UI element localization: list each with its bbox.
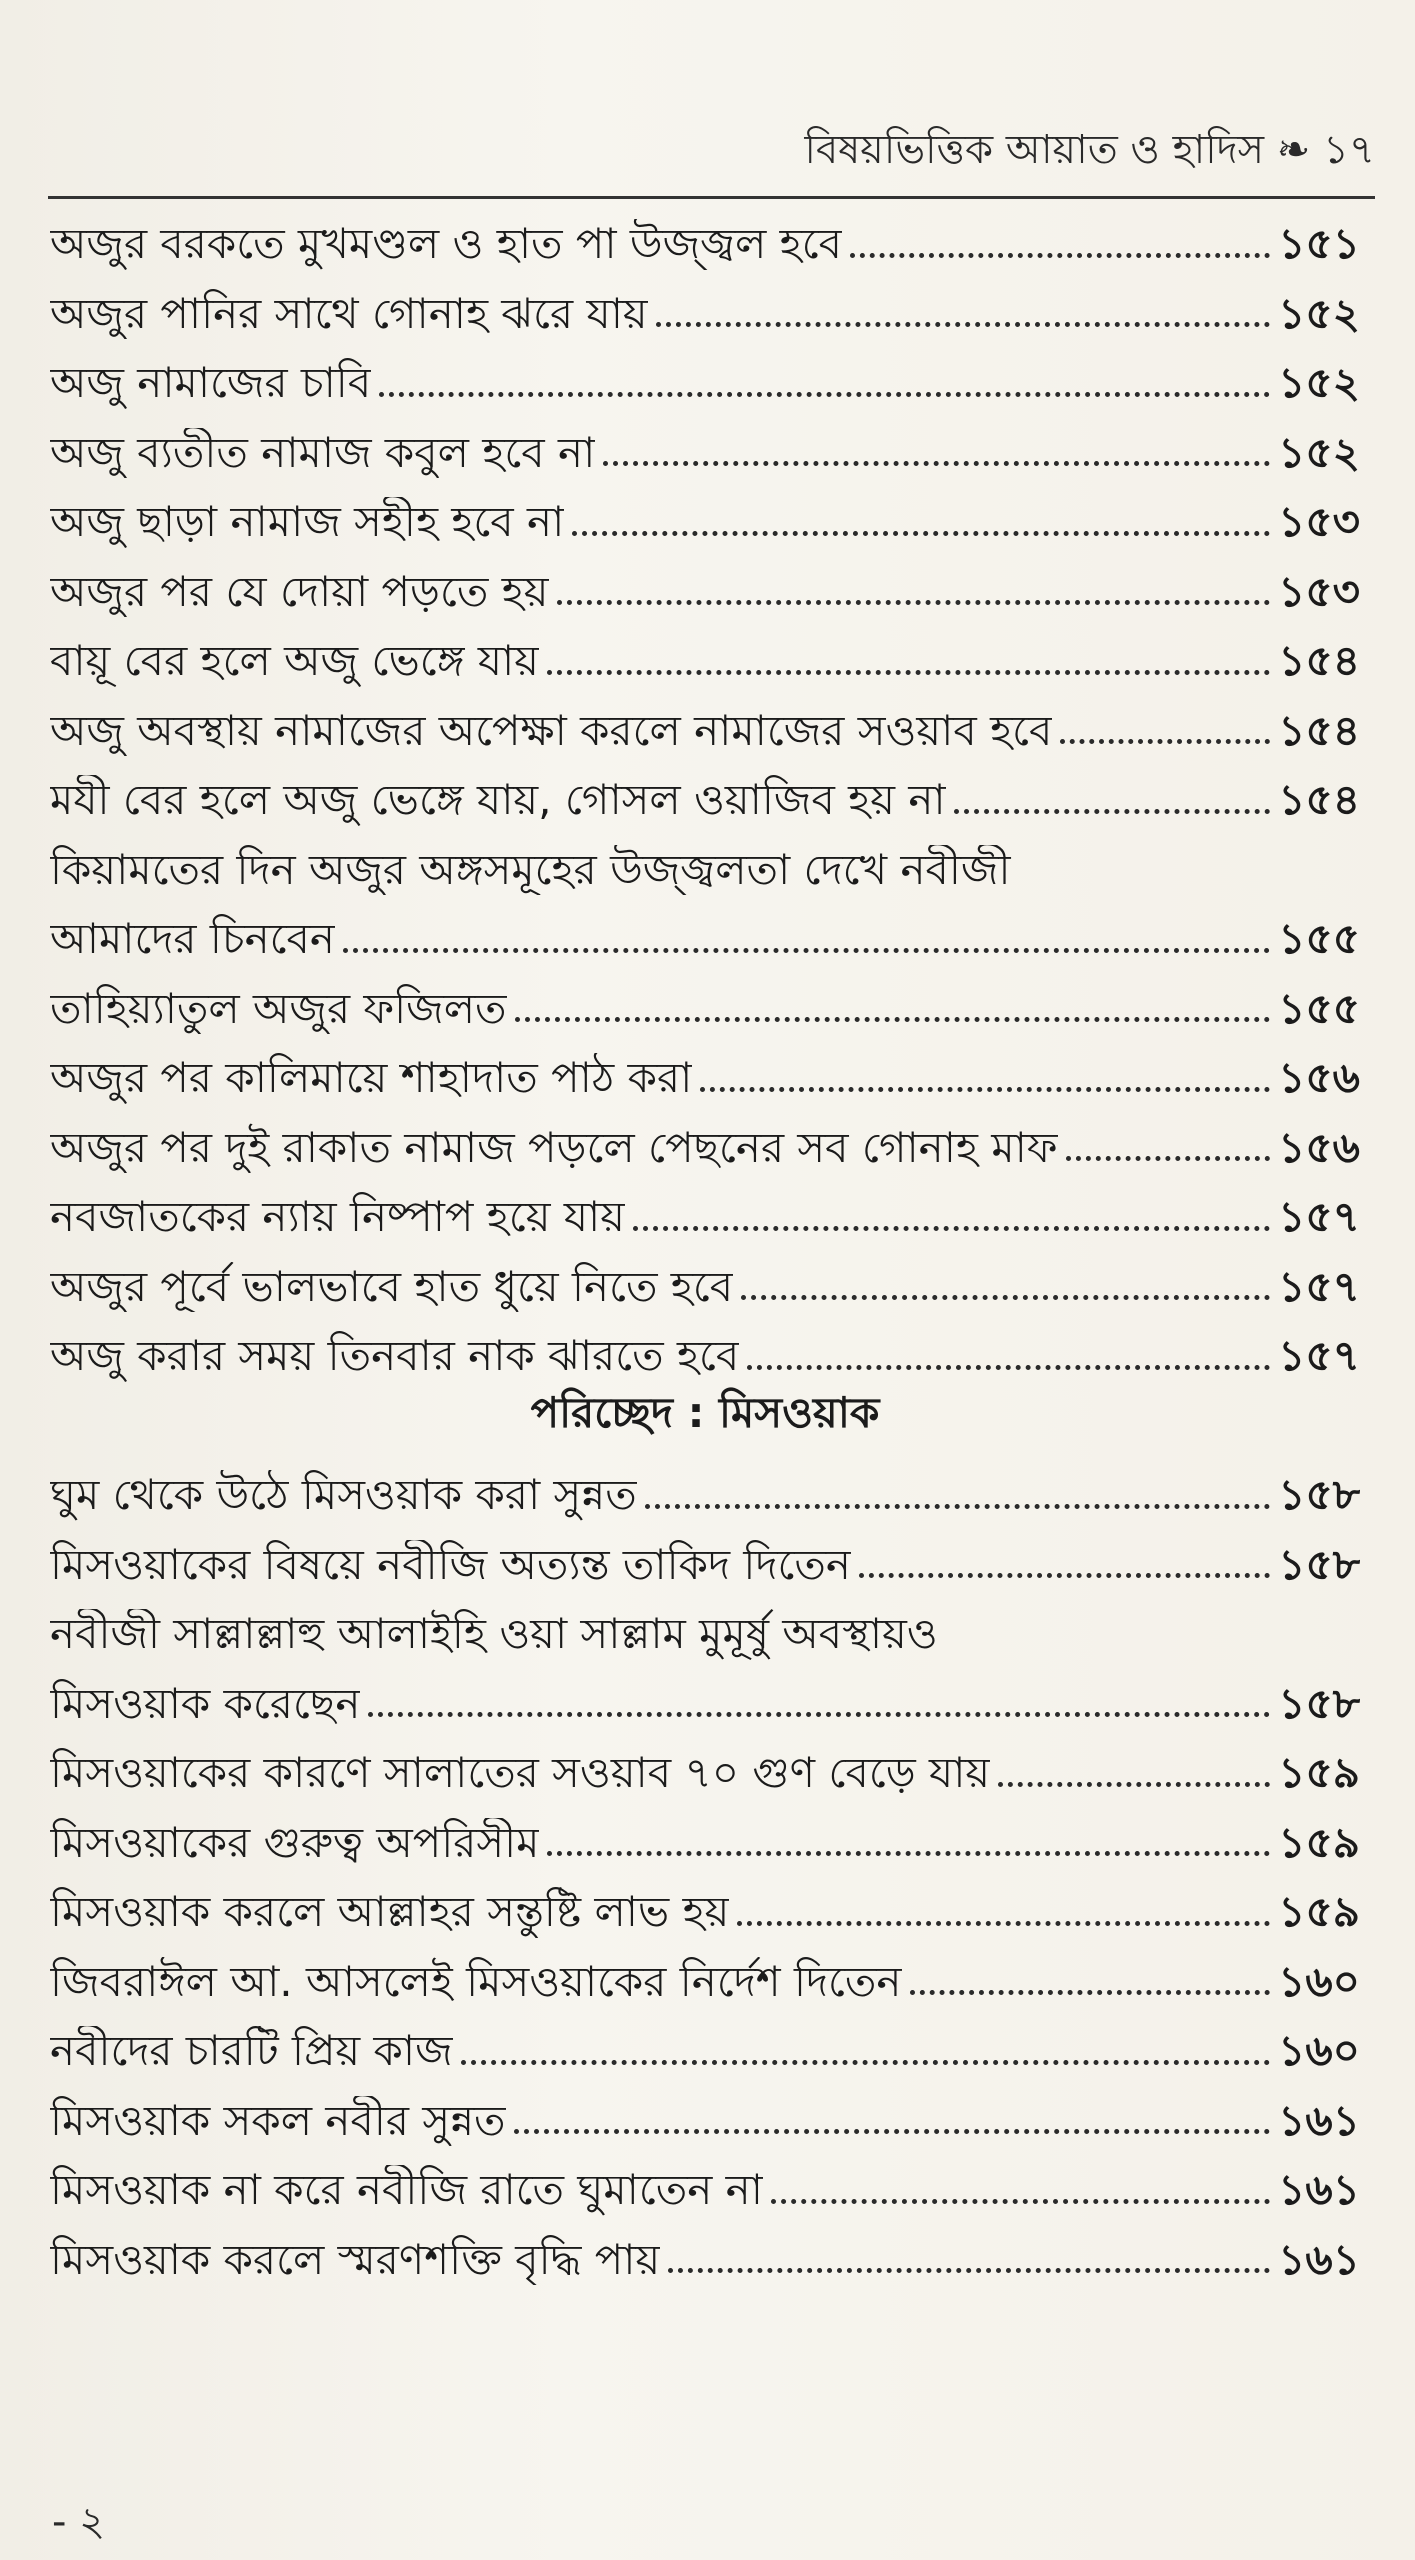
toc-entry-title: ঘুম থেকে উঠে মিসওয়াক করা সুন্নত [50,1470,637,1520]
dot-leader [514,2129,1271,2134]
toc-entry [50,965,1360,1035]
toc-entry-page: ১৫৩ [1278,497,1360,547]
toc-entry-page: ১৫৯ [1278,1748,1360,1798]
toc-entry-title: তাহিয়্যাতুল অজুর ফজিলত [50,983,507,1033]
toc-entry-title: মিসওয়াক না করে নবীজি রাতে ঘুমাতেন না [50,2165,763,2215]
toc-entry-title: অজুর পর যে দোয়া পড়তে হয় [50,566,549,616]
toc-entry-page: ১৫৭ [1278,1331,1360,1381]
dot-leader [547,670,1270,675]
toc-entry-title: অজু করার সময় তিনবার নাক ঝারতে হবে [50,1331,740,1381]
toc-entry-title: মিসওয়াকের কারণে সালাতের সওয়াব ৭০ গুণ বেড়ে যায় [50,1748,991,1798]
dot-leader [1066,1156,1271,1161]
dot-leader [859,1573,1270,1578]
toc-entry-page: ১৫৬ [1278,1053,1360,1103]
dot-leader [656,322,1271,327]
toc-entry [50,895,1360,965]
toc-entry-title: মিসওয়াকের গুরুত্ব অপরিসীম [50,1817,540,1867]
toc-entry [50,1034,1360,1104]
toc-entry-title: বায়ূ বের হলে অজু ভেঙ্গে যায় [50,636,539,686]
toc-entry-title-line1: কিয়ামতের দিন অজুর অঙ্গসমূহের উজ্জ্বলতা দেখে নবীজী [50,844,1011,894]
toc-entry-page: ১৫৪ [1278,705,1360,755]
section-heading: পরিচ্ছেদ : মিসওয়াক [530,1388,880,1437]
toc-entry-page: ১৫৮ [1278,1539,1360,1589]
toc-entry-page: ১৫৮ [1278,1678,1360,1728]
toc-entry-page: ১৬০ [1278,2026,1360,2076]
toc-entry [50,1660,1360,1730]
toc-entry [50,1729,1360,1799]
footer-signature: - ২ [52,2499,106,2545]
toc-entry [50,1243,1360,1313]
dot-leader [343,948,1270,953]
toc-entry [50,617,1360,687]
toc-entry-title: জিবরাঈল আ. আসলেই মিসওয়াকের নির্দেশ দিতেন [50,1956,902,2006]
toc-entry-title: অজুর পূর্বে ভালভাবে হাত ধুয়ে নিতে হবে [50,1261,734,1311]
dot-leader [668,2268,1270,2273]
toc-entry-page: ১৫৫ [1278,983,1360,1033]
toc-entry-page: ১৫৯ [1278,1887,1360,1937]
toc-entry [50,2216,1360,2286]
toc-entry [50,687,1360,757]
table-of-contents [50,200,1360,2285]
toc-entry-title-line2: আমাদের চিনবেন [50,914,335,964]
toc-entry-page: ১৫৩ [1278,566,1360,616]
dot-leader [368,1712,1270,1717]
toc-entry [50,1868,1360,1938]
toc-entry-title: অজু ছাড়া নামাজ সহীহ হবে না [50,497,565,547]
toc-entry [50,1104,1360,1174]
toc-entry [50,1451,1360,1521]
dot-leader [741,1295,1270,1300]
dot-leader [645,1504,1270,1509]
toc-entry-wrapped-line [50,1590,1360,1660]
toc-entry-title-line2: মিসওয়াক করেছেন [50,1678,361,1728]
header-page-number: ১৭ [1323,127,1375,173]
dot-leader [633,1226,1270,1231]
toc-entry [50,1521,1360,1591]
toc-entry [50,200,1360,270]
toc-entry-title: মিসওয়াক করলে আল্লাহর সন্তুষ্টি লাভ হয় [50,1887,730,1937]
toc-entry-page: ১৬১ [1278,2095,1360,2145]
dot-leader [461,2060,1270,2065]
toc-entry [50,1312,1360,1382]
running-title: বিষয়ভিত্তিক আয়াত ও হাদিস [804,127,1265,173]
toc-entry-title: অজুর বরকতে মুখমণ্ডল ও হাত পা উজ্জ্বল হবে [50,219,842,269]
running-head [805,118,1375,185]
toc-entry-title: অজুর পর কালিমায়ে শাহাদাত পাঠ করা [50,1053,693,1103]
toc-entry-title: অজু অবস্থায় নামাজের অপেক্ষা করলে নামাজের সওয়াব হবে [50,705,1053,755]
toc-entry-title-line1: নবীজী সাল্লাল্লাহু আলাইহি ওয়া সাল্লাম মুমূর্ষু অবস্থায়ও [50,1609,938,1659]
toc-entry [50,548,1360,618]
toc-entry [50,1799,1360,1869]
toc-entry-page: ১৫২ [1278,427,1360,477]
toc-entry-title: নবীদের চারটি প্রিয় কাজ [50,2026,453,2076]
toc-entry-page: ১৫৭ [1278,1192,1360,1242]
toc-entry-title: নবজাতকের ন্যায় নিষ্পাপ হয়ে যায় [50,1192,625,1242]
toc-entry-page: ১৫৪ [1278,636,1360,686]
toc-entry-page: ১৬০ [1278,1956,1360,2006]
dot-leader [850,253,1270,258]
dot-leader [998,1782,1270,1787]
toc-entry [50,2077,1360,2147]
toc-entry [50,2146,1360,2216]
toc-entry-page: ১৬১ [1278,2165,1360,2215]
toc-entry-title: অজুর পানির সাথে গোনাহ ঝরে যায় [50,288,648,338]
ornament-icon: ❧ [1276,127,1311,173]
toc-entry-page: ১৫২ [1278,288,1360,338]
toc-entry-title: অজু নামাজের চাবি [50,358,372,408]
toc-entry-page: ১৫৫ [1278,914,1360,964]
toc-entry [50,1173,1360,1243]
toc-entry [50,339,1360,409]
toc-entry [50,478,1360,548]
toc-entry-wrapped-line [50,826,1360,896]
toc-entry [50,1938,1360,2008]
toc-entry-page: ১৬১ [1278,2234,1360,2284]
toc-entry-title: অজু ব্যতীত নামাজ কবুল হবে না [50,427,596,477]
toc-entry-title: মিসওয়াকের বিষয়ে নবীজি অত্যন্ত তাকিদ দিতেন [50,1539,851,1589]
dot-leader [557,600,1271,605]
toc-entry [50,2007,1360,2077]
toc-entry-page: ১৫৮ [1278,1470,1360,1520]
toc-entry-title: মযী বের হলে অজু ভেঙ্গে যায়, গোসল ওয়াজিব হয় না [50,775,946,825]
toc-entry-title: অজুর পর দুই রাকাত নামাজ পড়লে পেছনের সব গোনাহ মাফ [50,1122,1058,1172]
toc-entry-title: মিসওয়াক সকল নবীর সুন্নত [50,2095,506,2145]
toc-entry-title: মিসওয়াক করলে স্মরণশক্তি বৃদ্ধি পায় [50,2234,661,2284]
dot-leader [547,1851,1270,1856]
toc-entry-page: ১৫২ [1278,358,1360,408]
dot-leader [954,809,1271,814]
dot-leader [700,1087,1270,1092]
dot-leader [603,461,1270,466]
toc-entry-page: ১৫৬ [1278,1122,1360,1172]
toc-entry [50,756,1360,826]
dot-leader [747,1365,1270,1370]
dot-leader [379,392,1270,397]
dot-leader [515,1017,1271,1022]
dot-leader [1060,739,1270,744]
dot-leader [572,531,1270,536]
toc-entry-page: ১৫৪ [1278,775,1360,825]
toc-entry-page: ১৫৯ [1278,1817,1360,1867]
toc-entry [50,270,1360,340]
dot-leader [771,2199,1270,2204]
header-rule [48,196,1375,199]
toc-entry-page: ১৫১ [1278,219,1360,269]
toc-entry-page: ১৫৭ [1278,1261,1360,1311]
dot-leader [737,1921,1270,1926]
toc-entry [50,409,1360,479]
dot-leader [910,1990,1271,1995]
